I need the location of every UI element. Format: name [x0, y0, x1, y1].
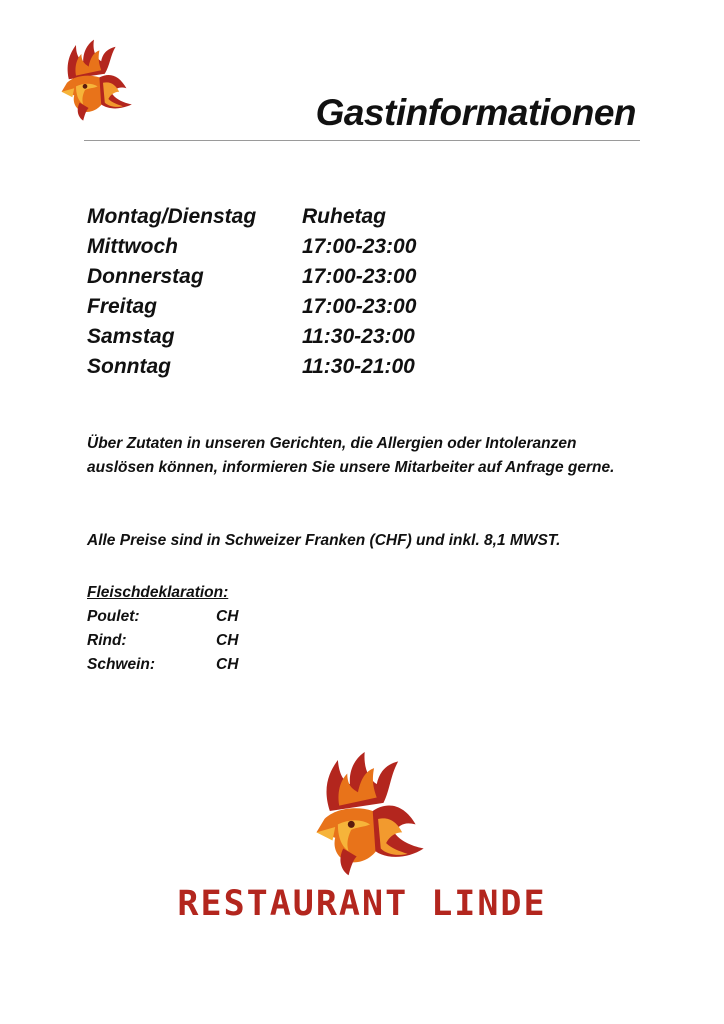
opening-time: 17:00-23:00	[302, 235, 417, 258]
opening-day: Donnerstag	[87, 265, 204, 288]
title-divider	[84, 140, 640, 141]
opening-day: Samstag	[87, 325, 175, 348]
meat-kind: Schwein:	[87, 656, 156, 673]
opening-hours-table	[87, 202, 416, 382]
meat-declaration	[87, 581, 238, 677]
rooster-flame-icon	[288, 752, 436, 886]
opening-time: 17:00-23:00	[302, 265, 417, 288]
page-title: Gastinformationen	[315, 92, 636, 133]
opening-day: Sonntag	[87, 355, 171, 378]
rooster-comb	[327, 752, 399, 811]
meat-declaration-row	[87, 629, 238, 653]
opening-time: Ruhetag	[302, 205, 386, 228]
rooster-flames	[99, 75, 131, 108]
allergy-note: Über Zutaten in unseren Gerichten, die Allergien oder Intoleranzen auslösen können, informieren Sie unsere Mitarbeiter auf Anfrage gerne.	[87, 435, 615, 476]
opening-hours-row	[87, 262, 416, 292]
meat-origin: CH	[216, 608, 239, 625]
opening-time: 11:30-21:00	[302, 355, 415, 378]
restaurant-name: RESTAURANT LINDE	[177, 884, 547, 924]
meat-declaration-table	[87, 605, 238, 677]
meat-declaration-row	[87, 653, 238, 677]
opening-day: Freitag	[87, 295, 158, 318]
opening-day: Mittwoch	[87, 235, 178, 258]
meat-declaration-row	[87, 605, 238, 629]
opening-hours-row	[87, 322, 416, 352]
opening-hours-row	[87, 352, 416, 382]
opening-day: Montag/Dienstag	[87, 205, 257, 228]
opening-hours-row	[87, 202, 416, 232]
meat-origin: CH	[216, 656, 239, 673]
opening-time: 11:30-23:00	[302, 325, 415, 348]
opening-hours-row	[87, 292, 416, 322]
rooster-logo-icon	[46, 36, 142, 126]
meat-kind: Rind:	[87, 632, 127, 649]
rooster-comb	[68, 40, 116, 80]
rooster-flames	[373, 805, 424, 856]
price-note: Alle Preise sind in Schweizer Franken (CHF) und inkl. 8,1 MWST.	[87, 532, 561, 549]
opening-time: 17:00-23:00	[302, 295, 417, 318]
opening-hours-row	[87, 232, 416, 262]
meat-kind: Poulet:	[87, 608, 140, 625]
meat-origin: CH	[216, 632, 239, 649]
meat-declaration-heading: Fleischdeklaration:	[87, 584, 229, 601]
